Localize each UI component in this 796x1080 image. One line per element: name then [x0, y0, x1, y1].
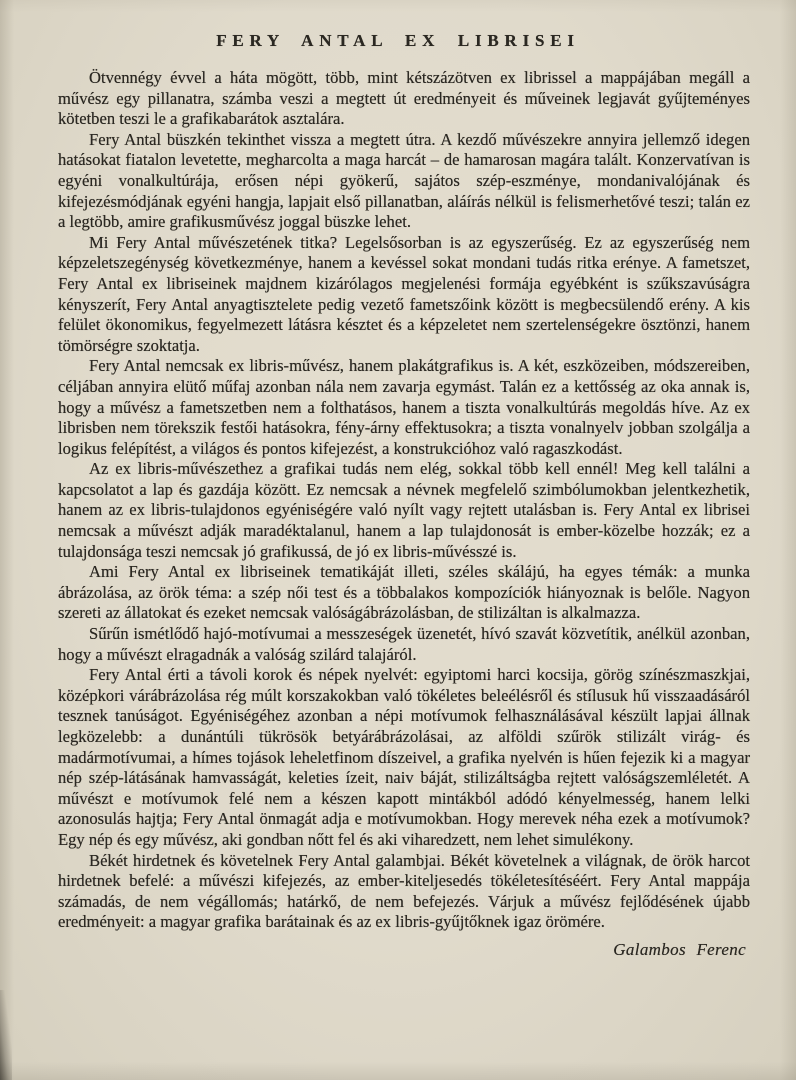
paragraph-4: Fery Antal nemcsak ex libris-művész, hanem plakátgrafikus is. A két, eszközeiben, módszereiben, céljában annyira elütő műfaj azonban nála nem zavarja egymást. Talán ez a kettősség az oka annak is, hogy a művész a fametszetben nem a folthatásos, hanem a tiszta vonalkultúrás megoldás híve. Az ex librisben nem törekszik festői hatásokra, fény-árny effektusokra; a tiszta vonalnyelv jobban szolgálja a logikus felépítést, a világos és pontos kifejezést, a konstrukcióhoz való ragaszkodást. — [58, 356, 750, 458]
paragraph-2: Fery Antal büszkén tekinthet vissza a megtett útra. A kezdő művészekre annyira jellemző idegen hatásokat fiatalon levetette, megharcolta a maga harcát – de hamarosan magára talált. Konzervatívan is egyéni vonalkultúrája, erősen népi gyökerű, sajátos szép-eszménye, mondanivalójának és kifejezésmódjának egyéni hangja, lapjait első pillanatban, aláírás nélkül is felismerhetővé teszi; talán ez a legtöbb, amire grafikusművész joggal büszke lehet. — [58, 129, 750, 232]
scan-corner-shadow — [0, 990, 12, 1080]
page-title: FERY ANTAL EX LIBRISEI — [216, 31, 580, 50]
author-signature: Galambos Ferenc — [613, 939, 746, 959]
paragraph-7: Sűrűn ismétlődő hajó-motívumai a messzeségek üzenetét, hívó szavát közvetítik, anélkül azonban, hogy a művészt elragadnák a valóság szilárd talajáról. — [58, 624, 750, 664]
paragraph-5: Az ex libris-művészethez a grafikai tudás nem elég, sokkal több kell ennél! Meg kell találni a kapcsolatot a lap és gazdája között. Ez nemcsak a névnek megfelelő szimbólumokban jelentkezhetik, hanem az ex libris-tulajdonos egyéniségére való nyílt vagy rejtett utalásban is. Fery Antal ex librisei nemcsak a művészt adják maradéktalanul, hanem a lap tulajdonosát is ember-közelbe hozzák; ez a tulajdonsága teszi nemcsak jó grafikussá, de jó ex libris-művésszé is. — [58, 459, 750, 561]
paragraph-9: Békét hirdetnek és követelnek Fery Antal galambjai. Békét követelnek a világnak, de örök harcot hirdetnek befelé: a művészi kifejezés, az ember-kiteljesedés tökéletesítéséért. Fery Antal mappája számadás, de nem végállomás; határkő, de nem befejezés. Várjuk a művész fejlődésének újabb eredményeit: a magyar grafika barátainak és az ex libris-gyűjtőknek igaz örömére. — [58, 850, 750, 932]
paragraph-1: Ötvennégy évvel a háta mögött, több, mint kétszázötven ex librissel a mappájában megáll a művész egy pillanatra, számba veszi a megtett út eredményeit és műveinek legjavát gyűjteményes kötetben teszi le a grafikabarátok asztalára. — [58, 68, 750, 129]
paragraph-3: Mi Fery Antal művészetének titka? Legelsősorban is az egyszerűség. Ez az egyszerűség nem képzeletszegénység következménye, hanem a kevéssel sokat mondani tudás ritka erénye. A fametszet, Fery Antal ex libriseinek majdnem kizárólagos megjelenési formája egyébként is szűkszavúságra kényszerít, Fery Antal anyagtisztelete pedig vezető fametszőink között is megbecsülendő erény. A kis felület ökonomikus, fegyelmezett látásra késztet és a képzeletet nem szertelenségekre ösztönzi, hanem tömörségre szoktatja. — [58, 232, 750, 355]
paragraph-6: Ami Fery Antal ex libriseinek tematikáját illeti, széles skálájú, ha egyes témák: a munka ábrázolása, az örök téma: a szép női test és a többalakos kompozíciók hiányoznak is belőle. Nagyon szereti az állatokat és ezeket nemcsak valóságábrázolásban, de stilizáltan is alkalmazza. — [58, 562, 750, 623]
body-paragraphs — [0, 68, 796, 933]
paragraph-8: Fery Antal érti a távoli korok és népek nyelvét: egyiptomi harci kocsija, görög színészmaszkjai, középkori várábrázolása rég múlt korszakokban való tökéletes beleélésről és stílusuk hű visszaadásáról tesznek tanúságot. Egyéniségéhez azonban a népi motívumok felhasználásával készült lapjai állnak legközelebb: a dunántúli tükrösök betyárábrázolásai, az alföldi szűrök stilizált virág- és madármotívumai, a hímes tojások leheletfinom díszeivel, a grafika nyelvén is hűen fejezik ki a magyar nép szép-látásának hamvasságát, keleties ízeit, naiv báját, stilizáltságba rejtett valóságszemléletét. A művészt e motívumok felé nem a készen kapott mintákból adódó kényelmesség, hanem lelki azonosulás hajtja; Fery Antal önmagát adja e motívumokban. Hogy merevek néha ezek a motívumok? Egy nép és egy művész, aki gondban nőtt fel és aki viharedzett, nem lehet simulékony. — [58, 665, 750, 849]
